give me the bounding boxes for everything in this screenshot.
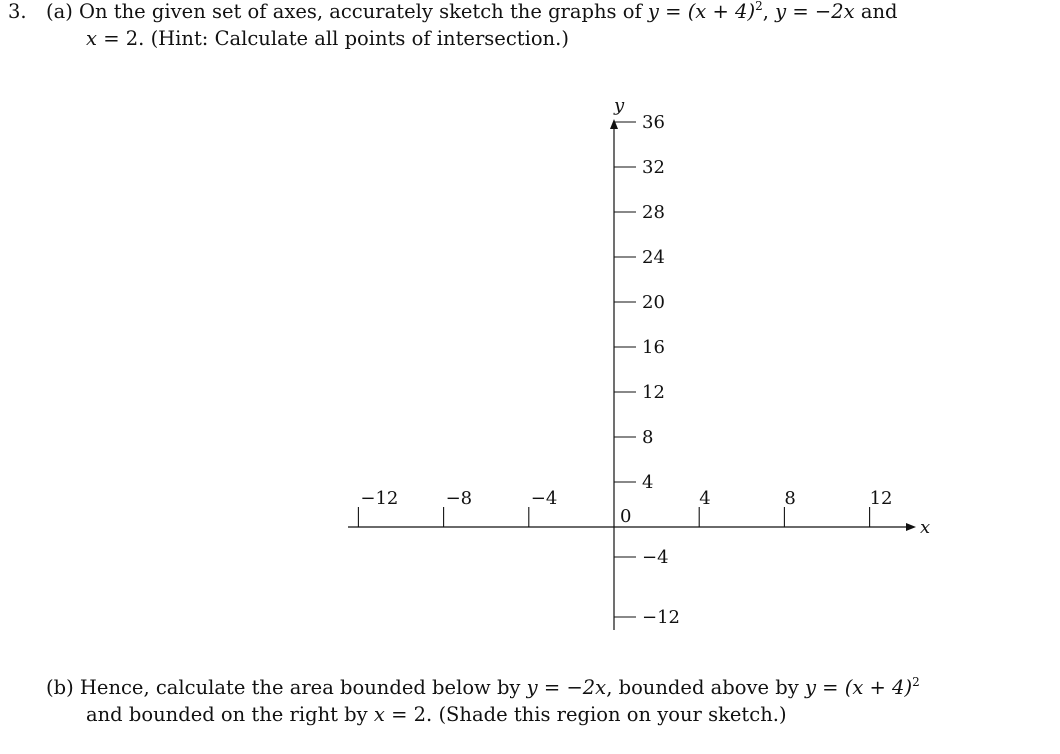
part-a-intro: On the given set of axes, accurately sketch the graphs of <box>79 0 642 23</box>
eq1-lhs: y <box>647 0 659 23</box>
y-tick-label: −4 <box>642 547 669 568</box>
eq2-lhs: y <box>775 0 787 23</box>
y-tick-label: 36 <box>642 112 665 133</box>
eq3-lhs: x <box>86 27 97 50</box>
b-eq2-rhs: (x + 4) <box>844 676 913 699</box>
b-eq3-lhs: x <box>373 703 385 726</box>
part-a-text-line2: x = 2. (Hint: Calculate all points of intersection.) <box>86 27 569 50</box>
y-tick-label: 12 <box>642 382 665 403</box>
y-tick-label: −12 <box>642 607 680 628</box>
y-axis-label: y <box>614 95 625 116</box>
origin-label: 0 <box>620 506 632 527</box>
part-b-label: (b) <box>46 676 74 699</box>
hint-text: (Hint: Calculate all points of intersection.) <box>150 27 569 50</box>
x-tick-label: −4 <box>530 488 558 509</box>
eq2-rhs: −2x <box>814 0 855 23</box>
x-axis-label: x <box>920 517 931 538</box>
x-tick-label: 8 <box>784 488 796 509</box>
part-b-text2: , bounded above by <box>606 676 799 699</box>
eq3-rhs: 2. <box>125 27 145 50</box>
part-a-text-line1: (a) On the given set of axes, accurately sketch the graphs of $y = (x + 4)^2$, y = −2x and <box>46 0 898 23</box>
y-tick-label: 28 <box>642 202 665 223</box>
y-axis-arrow <box>610 119 618 129</box>
y-tick-label: 32 <box>642 157 665 178</box>
x-axis-arrow <box>906 523 916 531</box>
x-tick-label: −12 <box>360 488 399 509</box>
and-word: and <box>860 0 898 23</box>
y-tick-label: 20 <box>642 292 665 313</box>
part-b-text4: (Shade this region on your sketch.) <box>438 703 787 726</box>
b-eq1-lhs: y <box>526 676 538 699</box>
part-b-text-line1: (b) Hence, calculate the area bounded below by y = −2x, bounded above by $y = (x + 4)^2$ <box>46 674 920 699</box>
y-tick-label: 24 <box>642 247 665 268</box>
question-number: 3. <box>8 0 27 23</box>
b-eq2-lhs: y <box>804 676 816 699</box>
part-b-text3: and bounded on the right by <box>86 703 368 726</box>
b-eq1-rhs: −2x <box>566 676 607 699</box>
eq1-rhs: (x + 4) <box>687 0 756 23</box>
b-eq2-exponent: 2 <box>912 674 920 689</box>
x-tick-label: 12 <box>869 488 893 509</box>
y-tick-label: 16 <box>642 337 665 358</box>
part-b-text1: Hence, calculate the area bounded below by <box>79 676 521 699</box>
y-tick-label: 4 <box>642 472 654 493</box>
b-eq3-rhs: 2. <box>413 703 433 726</box>
y-tick-label: 8 <box>642 427 654 448</box>
x-tick-label: 4 <box>699 488 711 509</box>
x-tick-label: −8 <box>445 488 473 509</box>
eq1-exponent: 2 <box>755 0 763 13</box>
part-b-text-line2: and bounded on the right by x = 2. (Shade this region on your sketch.) <box>86 703 787 726</box>
part-a-label: (a) <box>46 0 73 23</box>
